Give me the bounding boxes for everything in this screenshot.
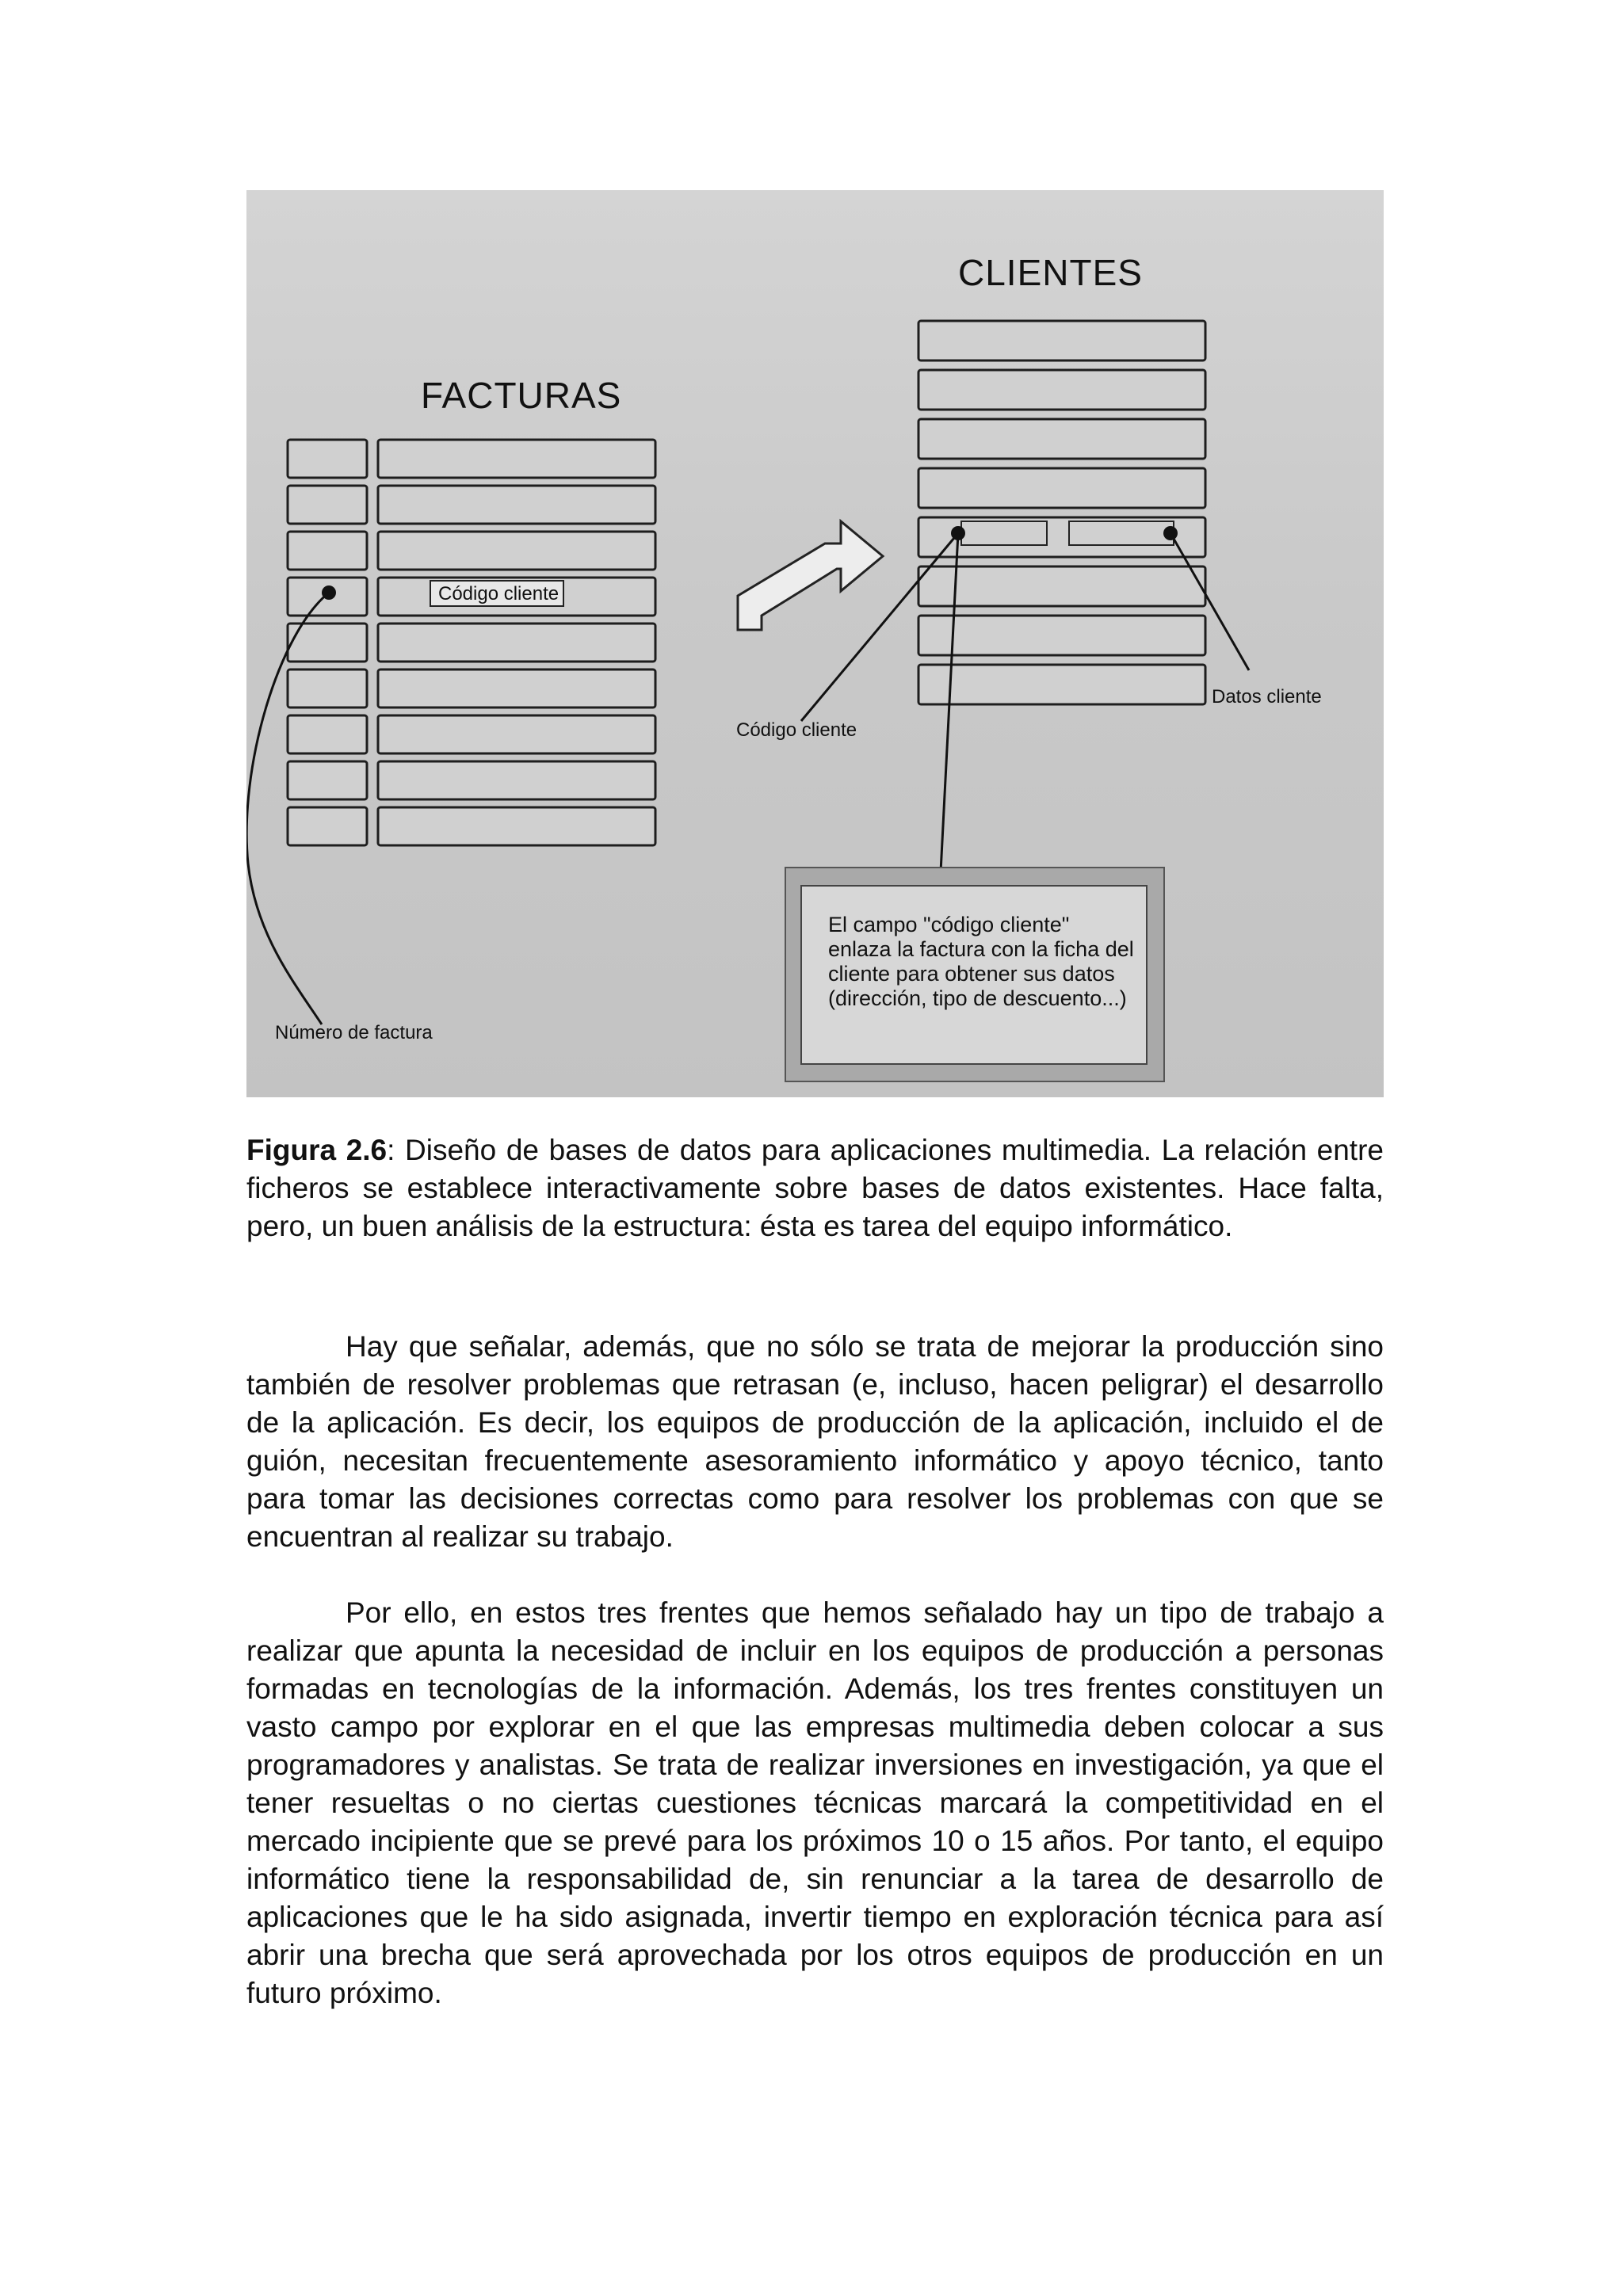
facturas-row-key (288, 532, 367, 570)
clientes-title: CLIENTES (958, 252, 1143, 293)
facturas-row-body (378, 669, 655, 707)
paragraph-2: Por ello, en estos tres frentes que hemos señalado hay un tipo de trabajo a realizar que apunta la necesidad de incluir en los equipos de producción a personas formadas en tecnologías de la información. Además, los tres frentes constituyen un vasto campo por explorar en el que las empresas multimedia deben colocar a sus programadores y analistas. Se trata de realizar inversiones en investigación, ya que el tener resueltas o no ciertas cuestiones técnicas marcará la competitividad en el mercado incipiente que se prevé para los próximos 10 o 15 años. Por tanto, el equipo informático tiene la responsabilidad de, sin renunciar a la tarea de desarrollo de aplicaciones que le ha sido asignada, invertir tiempo en exploración técnica para así abrir una brecha que será aprovechada por los otros equipos de producción en un futuro próximo. (246, 1596, 1384, 2009)
numero-factura-label: Número de factura (275, 1022, 433, 1043)
arrow-icon (738, 521, 883, 630)
clientes-row (918, 566, 1205, 606)
codigo-cliente-field-label: Código cliente (438, 583, 559, 605)
datos-cliente-label: Datos cliente (1212, 686, 1322, 707)
database-figure (246, 190, 1384, 1097)
facturas-row-body (378, 715, 655, 753)
facturas-row-body (378, 761, 655, 799)
facturas-row-key (288, 486, 367, 524)
clientes-row (918, 616, 1205, 655)
clientes-row (918, 468, 1205, 508)
facturas-row-body (378, 532, 655, 570)
caption-label: Figura 2.6 (246, 1134, 388, 1166)
facturas-row-key (288, 715, 367, 753)
figure-caption (246, 1131, 1384, 1245)
facturas-row-body (378, 486, 655, 524)
facturas-row-body (378, 440, 655, 478)
paragraph-1: Hay que señalar, además, que no sólo se trata de mejorar la producción sino también de resolver problemas que retrasan (e, incluso, hacen peligrar) el desarrollo de la aplicación. Es decir, los equipos de producción de la aplicación, incluido el de guión, necesitan frecuentemente asesoramiento informático y apoyo técnico, tanto para tomar las decisiones correctas como para resolver los problemas con que se encuentran al realizar su trabajo. (246, 1330, 1384, 1553)
facturas-row-key (288, 807, 367, 845)
caption-text: : Diseño de bases de datos para aplicaciones multimedia. La relación entre ficheros se establece interactivamente sobre bases de datos existentes. Hace falta, pero, un buen análisis de la estructura: ésta es tarea del equipo informático. (246, 1134, 1384, 1242)
figure-drawing (246, 190, 1384, 1097)
facturas-row-body (378, 624, 655, 662)
clientes-row (918, 370, 1205, 410)
clientes-table (918, 321, 1205, 704)
facturas-row-body (378, 807, 655, 845)
facturas-row-key (288, 669, 367, 707)
facturas-row-key (288, 761, 367, 799)
clientes-row (918, 419, 1205, 459)
facturas-title: FACTURAS (421, 375, 622, 416)
clientes-row (918, 321, 1205, 360)
clientes-row (918, 665, 1205, 704)
callout-text: El campo "código cliente" enlaza la factura con la ficha del cliente para obtener sus datos (dirección, tipo de descuento...) (828, 913, 1134, 1010)
facturas-table (288, 440, 655, 845)
codigo-cliente-label: Código cliente (736, 719, 857, 741)
facturas-row-key (288, 440, 367, 478)
